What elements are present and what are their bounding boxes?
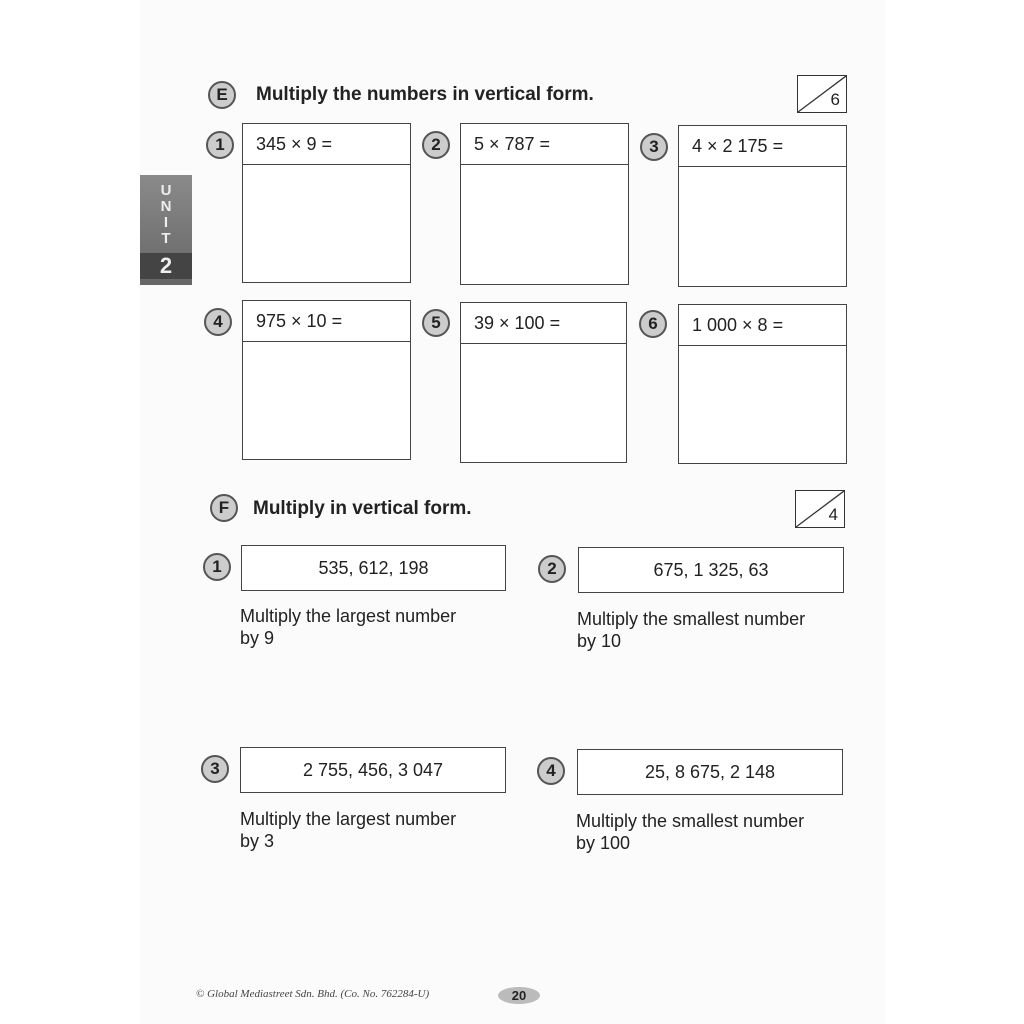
question-number: 2: [422, 131, 450, 159]
question-number: 6: [639, 310, 667, 338]
instruction-line: by 10: [577, 631, 622, 651]
answer-box[interactable]: [242, 123, 411, 283]
instruction: [576, 810, 846, 854]
section-e-title: Multiply the numbers in vertical form.: [256, 84, 594, 105]
section-e-score-box[interactable]: [797, 75, 847, 113]
section-f-title: Multiply in vertical form.: [253, 498, 472, 519]
instruction-line: by 100: [576, 833, 631, 853]
question-expression: 39 × 100 =: [461, 303, 626, 344]
section-f-badge: F: [210, 494, 238, 522]
instruction-line: Multiply the largest number: [240, 809, 457, 829]
instruction: [240, 605, 510, 649]
question-expression: 5 × 787 =: [461, 124, 628, 165]
unit-letter: I: [163, 214, 169, 231]
score-total: 4: [828, 505, 838, 524]
question-number: 5: [422, 309, 450, 337]
question-number: 1: [206, 131, 234, 159]
answer-box[interactable]: [678, 125, 847, 287]
question-number: 2: [538, 555, 566, 583]
scan-margin: [885, 0, 1024, 1024]
question-expression: 975 × 10 =: [243, 301, 410, 342]
numbers-box: 675, 1 325, 63: [578, 547, 844, 593]
section-f-score-box[interactable]: [795, 490, 845, 528]
answer-box[interactable]: [460, 123, 629, 285]
instruction-line: by 3: [240, 831, 275, 851]
numbers-box: 25, 8 675, 2 148: [577, 749, 843, 795]
unit-letter: U: [160, 182, 172, 199]
question-expression: 345 × 9 =: [243, 124, 410, 165]
answer-box[interactable]: [678, 304, 847, 464]
unit-letter: T: [161, 230, 171, 247]
instruction-line: Multiply the smallest number: [577, 609, 806, 629]
instruction-line: Multiply the smallest number: [576, 811, 805, 831]
question-number: 3: [640, 133, 668, 161]
copyright: © Global Mediastreet Sdn. Bhd. (Co. No. 762284-U): [196, 988, 430, 1000]
instruction-line: Multiply the largest number: [240, 606, 457, 626]
question-number: 4: [204, 308, 232, 336]
answer-box[interactable]: [242, 300, 411, 460]
instruction: [240, 808, 510, 852]
unit-tab: [140, 175, 192, 285]
question-expression: 4 × 2 175 =: [679, 126, 846, 167]
question-number: 4: [537, 757, 565, 785]
question-number: 3: [201, 755, 229, 783]
section-e-badge: E: [208, 81, 236, 109]
instruction-line: by 9: [240, 628, 275, 648]
question-number: 1: [203, 553, 231, 581]
page-number: 20: [498, 987, 540, 1004]
unit-number: 2: [140, 253, 192, 279]
score-total: 6: [830, 90, 840, 109]
numbers-box: 535, 612, 198: [241, 545, 506, 591]
answer-box[interactable]: [460, 302, 627, 463]
instruction: [577, 608, 847, 652]
numbers-box: 2 755, 456, 3 047: [240, 747, 506, 793]
question-expression: 1 000 × 8 =: [679, 305, 846, 346]
unit-letter: N: [160, 198, 172, 215]
